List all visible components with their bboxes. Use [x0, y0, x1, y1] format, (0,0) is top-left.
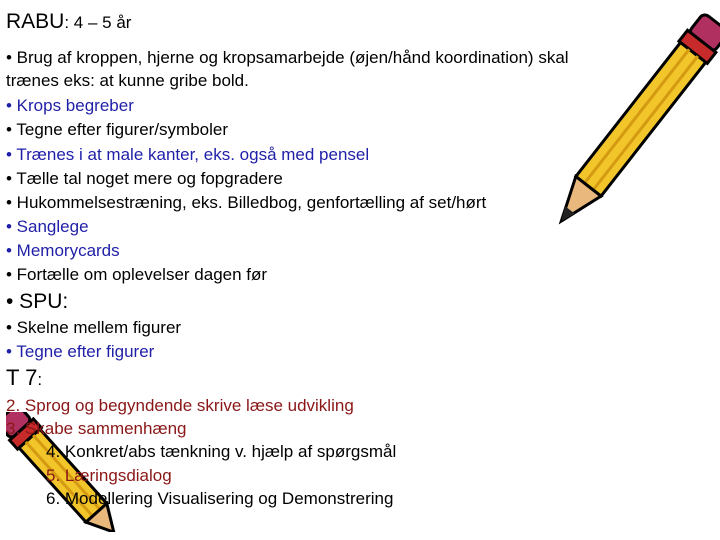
list-item: 6. Modellering Visualisering og Demonstrering: [46, 489, 394, 508]
section-heading-t7: [6, 365, 43, 390]
list-item: • Tegne efter figurer/symboler: [6, 120, 229, 139]
title-main: RABU: [6, 10, 65, 33]
list-item: • Fortælle om oplevelser dagen før: [6, 265, 268, 284]
pencil-icon: [548, 2, 720, 254]
title-sub: : 4 – 5 år: [64, 13, 132, 32]
list-item: 5. Læringsdialog: [46, 466, 172, 485]
t7-title: T 7: [6, 365, 38, 390]
list-item: • Trænes i at male kanter, eks. også med pensel: [6, 145, 370, 164]
list-item: • Tegne efter figurer: [6, 342, 155, 361]
list-item: • Hukommelsestræning, eks. Billedbog, genfortælling af set/hørt: [6, 193, 487, 212]
list-item: • Brug af kroppen, hjerne og kropsamarbejde (øjen/hånd koordination) skal: [6, 48, 569, 67]
list-item: 4. Konkret/abs tænkning v. hjælp af spørgsmål: [46, 442, 397, 461]
list-item: • Krops begreber: [6, 96, 134, 115]
list-item: 3. Skabe sammenhæng: [6, 419, 187, 438]
list-item: • Memorycards: [6, 241, 120, 260]
list-item: • Skelne mellem figurer: [6, 318, 182, 337]
list-item: 2. Sprog og begyndende skrive læse udvikling: [6, 396, 354, 415]
list-item: • Tælle tal noget mere og fopgradere: [6, 169, 283, 188]
t7-colon: :: [37, 370, 43, 389]
page-title: [6, 12, 131, 33]
list-item: • Sanglege: [6, 217, 89, 236]
list-item: trænes eks: at kunne gribe bold.: [6, 71, 249, 90]
section-heading-spu: • SPU:: [6, 290, 69, 313]
